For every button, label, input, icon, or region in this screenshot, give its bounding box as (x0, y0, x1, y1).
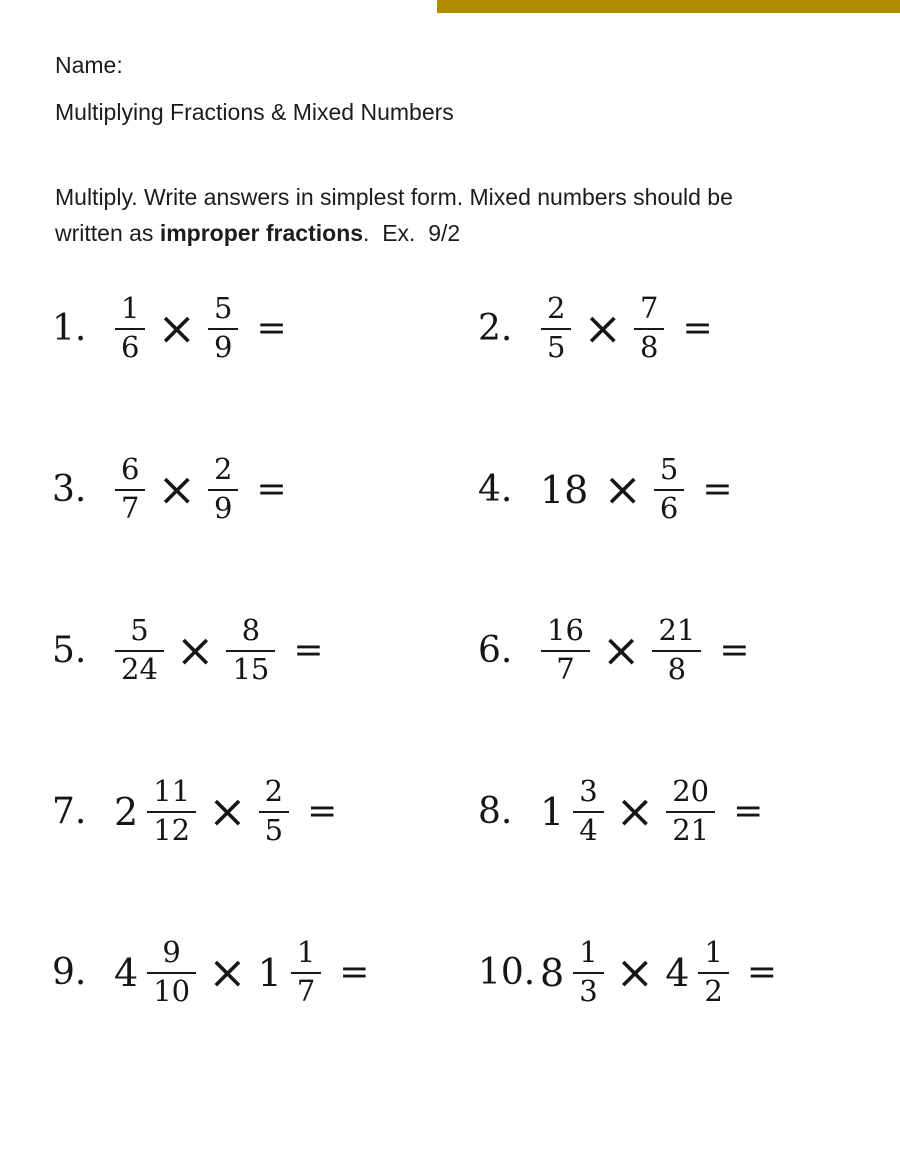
denominator: 4 (573, 811, 603, 847)
fraction-2 (208, 454, 238, 525)
equals-sign: = (733, 791, 764, 832)
problem-9 (0, 892, 450, 1053)
equals-sign: = (682, 308, 713, 349)
numerator: 16 (547, 613, 584, 648)
instructions-line1: Multiply. Write answers in simplest form. Mixed numbers should be (55, 184, 733, 210)
expression (538, 937, 777, 1008)
equals-sign: = (307, 791, 338, 832)
fraction-1 (115, 454, 145, 525)
problem-2 (450, 248, 900, 409)
denominator: 5 (259, 811, 289, 847)
denominator: 2 (698, 972, 728, 1008)
multiply-sign: × (615, 945, 655, 1000)
fraction-1 (541, 615, 590, 686)
numerator: 1 (296, 935, 316, 970)
denominator: 8 (652, 650, 701, 686)
numerator: 7 (640, 291, 659, 326)
fraction-1 (147, 776, 196, 847)
whole-number: 2 (114, 789, 139, 834)
problem-3 (0, 409, 450, 570)
denominator: 7 (291, 972, 321, 1008)
instructions-line2-suffix: . Ex. 9/2 (363, 220, 461, 246)
denominator: 5 (541, 328, 571, 364)
denominator: 21 (666, 811, 715, 847)
expression (112, 937, 369, 1008)
worksheet-title: Multiplying Fractions & Mixed Numbers (55, 99, 454, 125)
numerator: 6 (121, 452, 140, 487)
denominator: 6 (654, 489, 684, 525)
problem-number: 10. (478, 952, 536, 993)
numerator: 5 (659, 452, 679, 487)
multiply-sign: × (615, 784, 655, 839)
whole-number: 1 (540, 789, 565, 834)
fraction-2 (666, 776, 715, 847)
problem-number: 9. (52, 952, 87, 993)
expression (112, 293, 287, 364)
problem-10 (450, 892, 900, 1053)
numerator: 1 (704, 935, 723, 970)
problem-number: 1. (52, 308, 87, 349)
multiply-sign: × (583, 301, 622, 356)
multiply-sign: × (157, 462, 196, 517)
fraction-2 (291, 937, 321, 1008)
multiply-sign: × (208, 784, 247, 839)
denominator: 3 (573, 972, 603, 1008)
fraction-2 (654, 454, 684, 525)
denominator: 15 (226, 650, 275, 686)
top-accent-strip (437, 0, 900, 13)
whole-number: 8 (540, 950, 565, 995)
multiply-sign: × (175, 623, 215, 678)
denominator: 24 (115, 650, 164, 686)
whole-number: 18 (540, 467, 589, 512)
problems-grid (0, 248, 900, 1053)
fraction-2 (259, 776, 289, 847)
numerator: 5 (214, 291, 233, 326)
fraction-1 (115, 615, 164, 686)
numerator: 3 (579, 774, 598, 809)
fraction-2 (652, 615, 701, 686)
denominator: 10 (147, 972, 196, 1008)
problem-number: 4. (478, 469, 513, 510)
name-label: Name: (55, 52, 123, 78)
problem-6 (450, 570, 900, 731)
problem-number: 7. (52, 791, 87, 832)
equals-sign: = (702, 469, 733, 510)
denominator: 7 (541, 650, 590, 686)
numerator: 1 (579, 935, 598, 970)
denominator: 12 (147, 811, 196, 847)
problem-number: 2. (478, 308, 513, 349)
multiply-sign: × (603, 462, 642, 517)
instructions-line2-bold: improper fractions (159, 220, 364, 246)
problem-1 (0, 248, 450, 409)
fraction-1 (541, 293, 571, 364)
expression (112, 776, 337, 847)
numerator: 20 (672, 774, 710, 809)
whole-number-2: 1 (257, 950, 282, 995)
denominator: 8 (634, 328, 664, 364)
numerator: 1 (121, 291, 140, 326)
expression (112, 454, 287, 525)
denominator: 9 (208, 489, 238, 525)
numerator: 2 (547, 291, 566, 326)
multiply-sign: × (157, 301, 196, 356)
whole-number-2: 4 (665, 950, 690, 995)
problem-4 (450, 409, 900, 570)
equals-sign: = (256, 469, 287, 510)
fraction-2 (226, 615, 275, 686)
problem-number: 8. (478, 791, 513, 832)
equals-sign: = (293, 630, 324, 671)
numerator: 5 (130, 613, 149, 648)
expression (538, 454, 733, 525)
denominator: 9 (208, 328, 238, 364)
numerator: 11 (153, 774, 191, 809)
equals-sign: = (719, 630, 750, 671)
fraction-1 (573, 776, 603, 847)
numerator: 2 (264, 774, 284, 809)
fraction-2 (698, 937, 728, 1008)
numerator: 21 (658, 613, 696, 648)
problem-5 (0, 570, 450, 731)
numerator: 8 (241, 613, 261, 648)
fraction-2 (634, 293, 664, 364)
problem-number: 5. (52, 630, 87, 671)
equals-sign: = (256, 308, 287, 349)
expression (538, 776, 763, 847)
equals-sign: = (339, 952, 370, 993)
problem-8 (450, 731, 900, 892)
fraction-1 (115, 293, 145, 364)
whole-number: 4 (114, 950, 139, 995)
expression (538, 615, 750, 686)
fraction-1 (147, 937, 196, 1008)
multiply-sign: × (601, 623, 641, 678)
equals-sign: = (746, 952, 777, 993)
fraction-1 (573, 937, 603, 1008)
problem-number: 6. (478, 630, 513, 671)
multiply-sign: × (208, 945, 247, 1000)
instructions (55, 179, 845, 251)
problem-7 (0, 731, 450, 892)
numerator: 9 (162, 935, 181, 970)
denominator: 6 (115, 328, 145, 364)
instructions-line2-prefix: written as (55, 220, 160, 246)
denominator: 7 (115, 489, 145, 525)
problem-number: 3. (52, 469, 87, 510)
numerator: 2 (214, 452, 233, 487)
expression (538, 293, 713, 364)
expression (112, 615, 324, 686)
fraction-2 (208, 293, 238, 364)
